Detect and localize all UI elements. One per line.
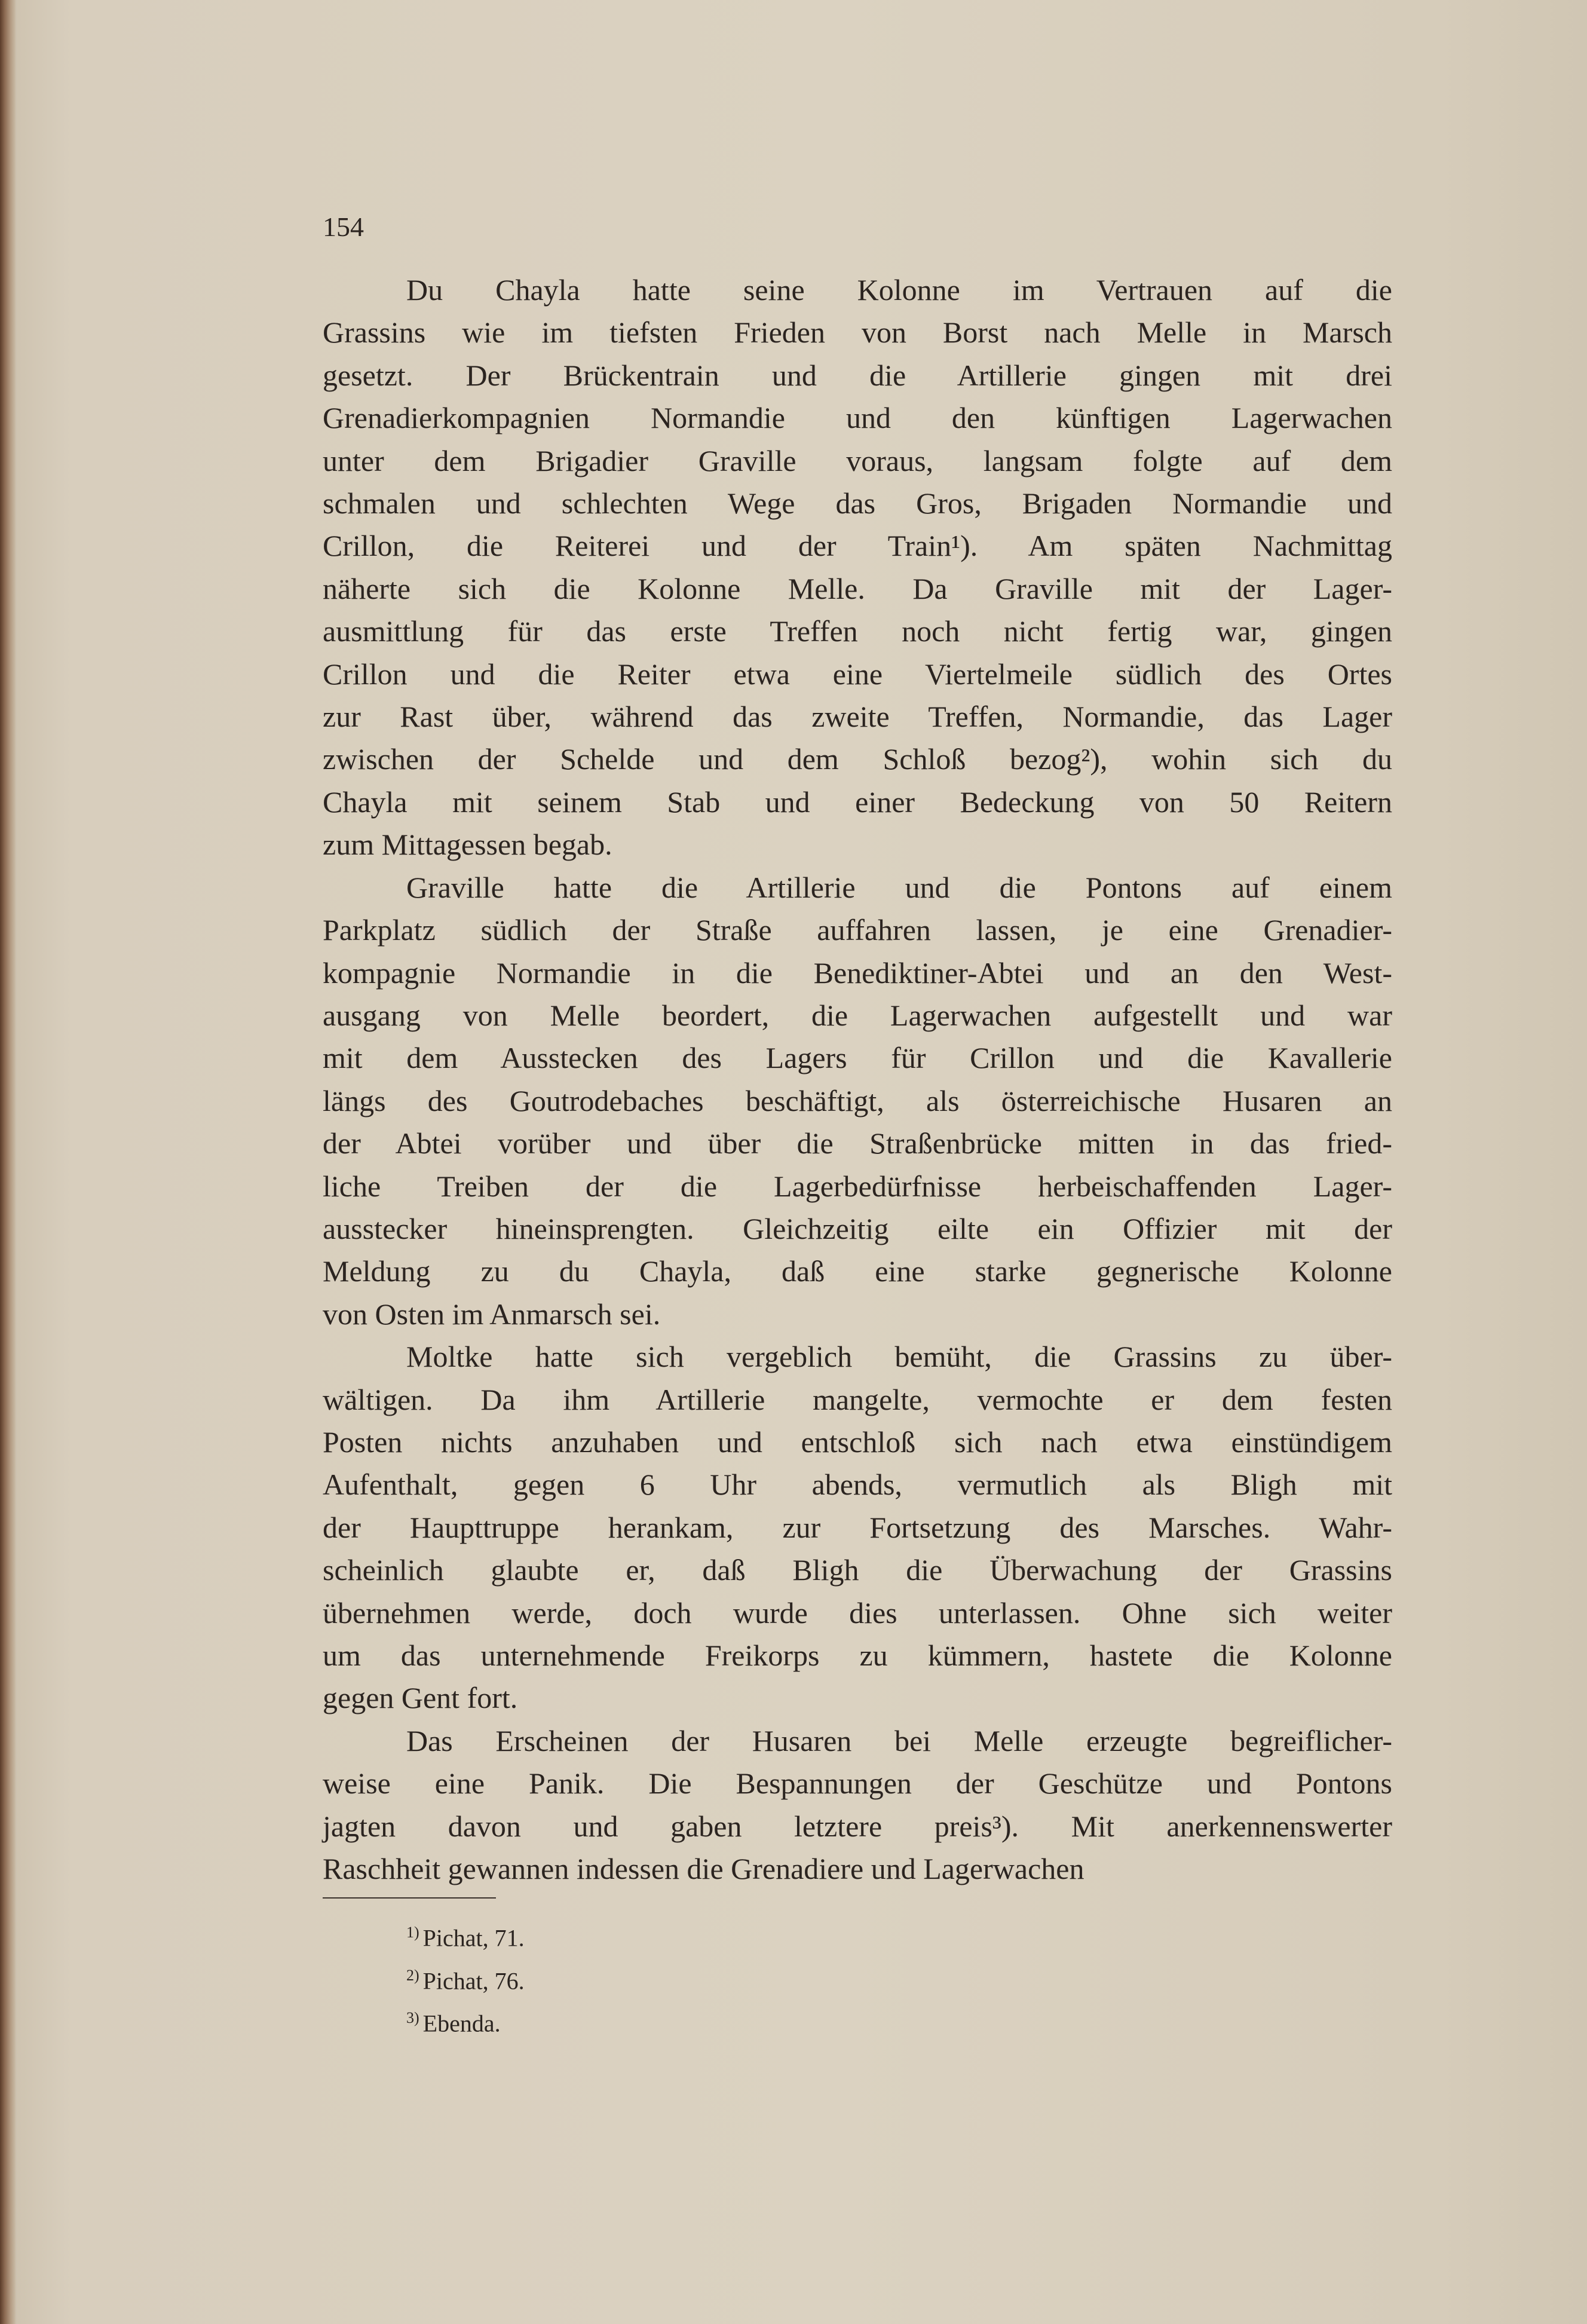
text-line: kompagnie Normandie in die Benediktiner-Abtei und an den West-	[323, 956, 1392, 990]
text-line: ausstecker hineinsprengten. Gleichzeitig eilte ein Offizier mit der	[323, 1211, 1392, 1245]
text-line: der Abtei vorüber und über die Straßenbrücke mitten in das fried-	[323, 1126, 1392, 1161]
footnote	[323, 1914, 1392, 1956]
footnotes	[323, 1914, 1392, 2042]
page-text	[323, 197, 1392, 2042]
text-line: von Osten im Anmarsch sei.	[323, 1297, 661, 1331]
footnote-divider	[323, 1897, 496, 1899]
paragraph	[323, 269, 1392, 866]
text-line: Graville hatte die Artillerie und die Pontons auf einem	[406, 870, 1392, 904]
text-line: gesetzt. Der Brückentrain und die Artillerie gingen mit drei	[323, 358, 1392, 392]
text-line: Parkplatz südlich der Straße auffahren lassen, je eine Grenadier-	[323, 913, 1392, 947]
text-line: zur Rast über, während das zweite Treffen, Normandie, das Lager	[323, 700, 1392, 734]
text-line: längs des Goutrodebaches beschäftigt, als österreichische Husaren an	[323, 1083, 1392, 1117]
footnote-text: Pichat, 71.	[422, 1924, 525, 1952]
footnote-text: Pichat, 76.	[422, 1967, 525, 1995]
text-line: weise eine Panik. Die Bespannungen der Geschütze und Pontons	[323, 1766, 1392, 1801]
text-line: mit dem Ausstecken des Lagers für Crillon und die Kavallerie	[323, 1041, 1392, 1075]
text-line: Posten nichts anzuhaben und entschloß sich nach etwa einstündigem	[323, 1425, 1392, 1459]
text-line: ausmittlung für das erste Treffen noch nicht fertig war, gingen	[323, 614, 1392, 648]
text-line: Moltke hatte sich vergeblich bemüht, die Grassins zu über-	[406, 1340, 1392, 1374]
text-line: um das unternehmende Freikorps zu kümmern, hastete die Kolonne	[323, 1639, 1392, 1672]
footnote	[323, 2000, 1392, 2042]
text-line: ausgang von Melle beordert, die Lagerwachen aufgestellt und war	[323, 998, 1392, 1032]
text-line: gegen Gent fort.	[323, 1681, 518, 1715]
text-line: der Haupttruppe herankam, zur Fortsetzung des Marsches. Wahr-	[323, 1510, 1392, 1544]
text-line: unter dem Brigadier Graville voraus, langsam folgte auf dem	[323, 443, 1392, 477]
text-line: Chayla mit seinem Stab und einer Bedeckung von 50 Reitern	[323, 785, 1392, 819]
footnote-number: 2)	[406, 1966, 419, 1984]
text-line: Crillon und die Reiter etwa eine Viertelmeile südlich des Ortes	[323, 657, 1392, 691]
text-line: Grenadierkompagnien Normandie und den künftigen Lagerwachen	[323, 401, 1392, 435]
text-line: wältigen. Da ihm Artillerie mangelte, vermochte er dem festen	[323, 1382, 1392, 1416]
text-line: liche Treiben der die Lagerbedürfnisse herbeischaffenden Lager-	[323, 1169, 1392, 1203]
footnote-number: 1)	[406, 1924, 419, 1942]
paragraph	[323, 866, 1392, 1336]
text-line: zum Mittagessen begab.	[323, 828, 612, 862]
text-line: jagten davon und gaben letztere preis³). Mit anerkennenswerter	[323, 1809, 1392, 1843]
footnote-text: Ebenda.	[422, 2010, 501, 2037]
text-line: Das Erscheinen der Husaren bei Melle erzeugte begreiflicher-	[406, 1723, 1392, 1757]
book-spine-edge	[0, 0, 16, 2324]
page-number: 154	[323, 212, 364, 242]
body-text	[323, 269, 1392, 1890]
text-line: Du Chayla hatte seine Kolonne im Vertrauen auf die	[406, 273, 1392, 307]
text-line: Grassins wie im tiefsten Frieden von Borst nach Melle in Marsch	[323, 316, 1392, 350]
footnote	[323, 1957, 1392, 2000]
text-line: Meldung zu du Chayla, daß eine starke gegnerische Kolonne	[323, 1254, 1392, 1288]
text-line: übernehmen werde, doch wurde dies unterlassen. Ohne sich weiter	[323, 1596, 1392, 1630]
paragraph	[323, 1720, 1392, 1891]
text-line: zwischen der Schelde und dem Schloß bezog²), wohin sich du	[323, 742, 1392, 776]
footnote-number: 3)	[406, 2009, 419, 2027]
paragraph	[323, 1336, 1392, 1720]
text-line: Crillon, die Reiterei und der Train¹). Am späten Nachmittag	[323, 529, 1392, 563]
text-line: scheinlich glaubte er, daß Bligh die Überwachung der Grassins	[323, 1553, 1392, 1587]
text-line: näherte sich die Kolonne Melle. Da Graville mit der Lager-	[323, 571, 1392, 605]
text-line: schmalen und schlechten Wege das Gros, Brigaden Normandie und	[323, 486, 1392, 520]
text-line: Raschheit gewannen indessen die Grenadiere und Lagerwachen	[323, 1852, 1084, 1886]
text-line: Aufenthalt, gegen 6 Uhr abends, vermutlich als Bligh mit	[323, 1468, 1392, 1502]
